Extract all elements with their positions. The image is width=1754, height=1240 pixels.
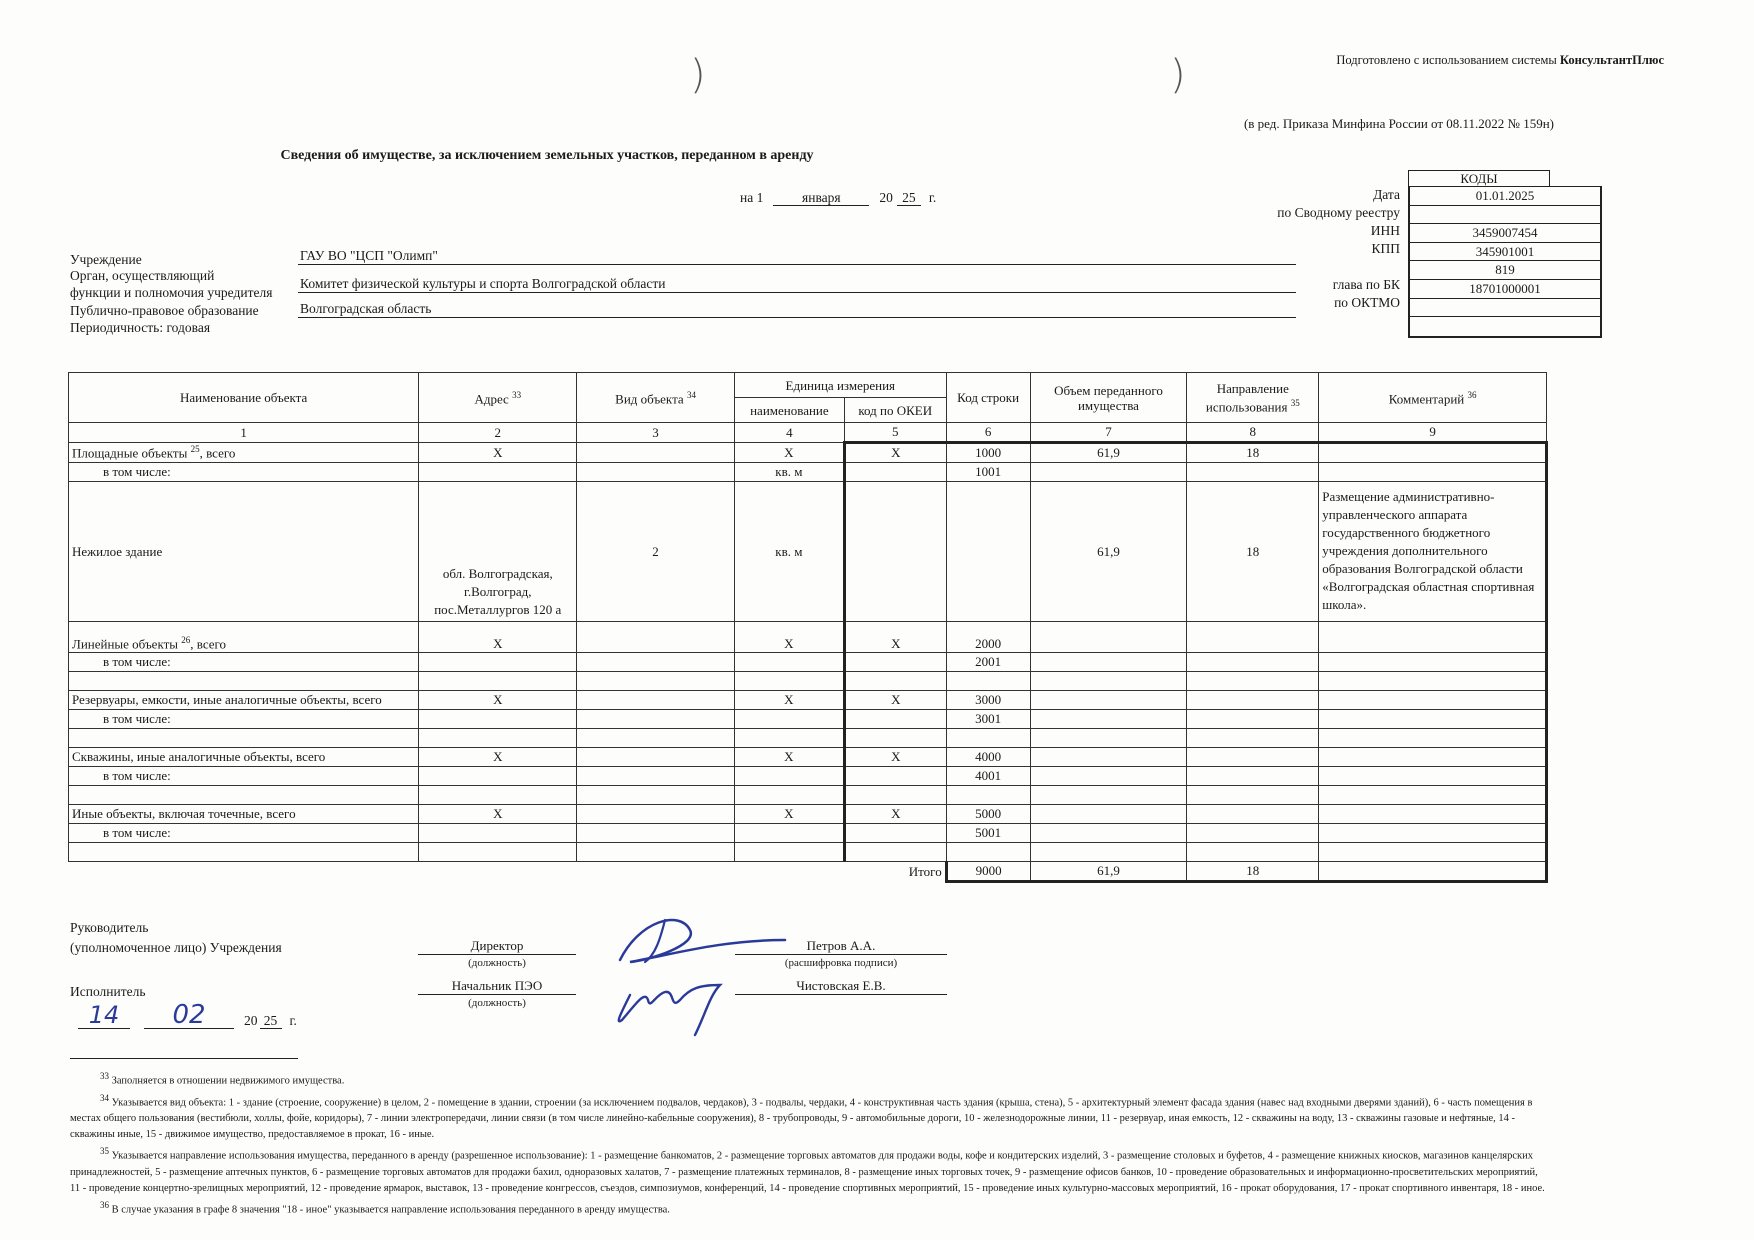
type-header-text: Вид объекта: [615, 391, 684, 407]
row-okei: [844, 463, 946, 482]
row-code: 2001: [946, 653, 1030, 672]
row-name: Иные объекты, включая точечные, всего: [69, 805, 419, 824]
header-row: [69, 373, 1547, 398]
row-type: [577, 805, 735, 824]
col-comment-header: [1319, 373, 1547, 423]
row-volume: [1030, 805, 1187, 824]
row-volume: [1030, 843, 1187, 862]
table-row: [69, 443, 1547, 463]
col-number: 6: [946, 423, 1030, 443]
row-volume: [1030, 710, 1187, 729]
public-entity-label: Публично-правовое образование: [70, 303, 259, 318]
total-comment: [1319, 862, 1547, 882]
row-unit: [734, 824, 844, 843]
footnote-36: [70, 1197, 1550, 1219]
row-type: [577, 748, 735, 767]
row-type: [577, 653, 735, 672]
row-address: Х: [419, 748, 577, 767]
row-direction: [1187, 748, 1319, 767]
scan-mark-icon: ): [1170, 52, 1186, 98]
page-title: Сведения об имуществе, за исключением земельных участков, переданном в аренду: [280, 148, 814, 163]
code-label-oktmo: по ОКТМО: [1334, 295, 1400, 310]
table-row: [69, 691, 1547, 710]
row-code: [946, 786, 1030, 805]
footnote-text: Указывается направление использования имущества, переданного в аренду (разрешенное использование): 1 - размещение банкоматов, 2 - размещение торговых автоматов для продажи воды, кофе и кондитерских изделий, 3 - размещение столовых и буфетов, 4 - размещение книжных киосков, магазинов канцелярских принадлежностей, 5 - размещение аптечных пунктов, 6 - размещение торговых автоматов для продажи бахил, одноразовых халатов, 7 - размещение платежных терминалов, 8 - размещение иных торговых точек, 9 - размещение офисов банков, 10 - проведение образовательных и информационно-просветительских мероприятий, 11 - проведение концертно-зрелищных мероприятий, 12 - проведение ярмарок, выставок, 13 - проведение конгрессов, съездов, симпозиумов, конференций, 14 - проведение спортивных мероприятий, 15 - проведение иных культурно-массовых мероприятий, 16 - прокат оборудования, 17 - прокат спортивного инвентаря, 18 - иное.: [70, 1150, 1545, 1194]
row-type: 2: [577, 482, 735, 622]
table-row: [69, 824, 1547, 843]
row-address: [419, 653, 577, 672]
prepared-prefix: Подготовлено с использованием системы: [1336, 53, 1560, 67]
row-volume: [1030, 729, 1187, 748]
row-code: 2000: [946, 622, 1030, 653]
head-name-caption: (расшифровка подписи): [784, 957, 898, 969]
col-number: 4: [734, 423, 844, 443]
row-type: [577, 843, 735, 862]
linear-name: Линейные объекты: [72, 636, 179, 651]
table-row: [69, 843, 1547, 862]
table-row: [69, 786, 1547, 805]
row-address: [419, 729, 577, 748]
row-type: [577, 710, 735, 729]
total-direction: 18: [1187, 862, 1319, 882]
code-inn: 3459007454: [1410, 224, 1600, 243]
col-direction-header: [1187, 373, 1319, 423]
footnote-35: [70, 1143, 1550, 1197]
prepared-note: [1336, 53, 1664, 68]
code-date: 01.01.2025: [1410, 187, 1600, 206]
col-number: 2: [419, 423, 577, 443]
row-direction: [1187, 786, 1319, 805]
row-code: 4000: [946, 748, 1030, 767]
column-numbers-row: [69, 423, 1547, 443]
row-type: [577, 672, 735, 691]
row-comment: [1319, 653, 1547, 672]
row-type: [577, 622, 735, 653]
row-direction: [1187, 463, 1319, 482]
row-comment: [1319, 710, 1547, 729]
row-code: 1000: [946, 443, 1030, 463]
row-direction: [1187, 843, 1319, 862]
prepared-brand: КонсультантПлюс: [1559, 53, 1664, 67]
row-unit: кв. м: [734, 482, 844, 622]
edition-note: (в ред. Приказа Минфина России от 08.11.2022 № 159н): [1243, 116, 1554, 131]
executor-year-prefix: 20: [244, 1013, 258, 1028]
code-bk: 18701000001: [1410, 280, 1600, 299]
founder-value: Комитет физической культуры и спорта Волгоградской области: [298, 276, 1296, 293]
row-name: [69, 786, 419, 805]
table-row: [69, 710, 1547, 729]
col-number: 1: [69, 423, 419, 443]
row-address: Х: [419, 691, 577, 710]
area-fn: 25: [190, 443, 200, 454]
row-code: 1001: [946, 463, 1030, 482]
row-name: в том числе:: [69, 767, 419, 786]
col-address-header: [419, 373, 577, 423]
row-okei: [844, 824, 946, 843]
executor-day: 14: [78, 1002, 130, 1029]
row-comment: [1319, 622, 1547, 653]
row-comment: [1319, 691, 1547, 710]
code-glava: 819: [1410, 261, 1600, 280]
code-oktmo: [1410, 299, 1600, 318]
col-unit-code-header: код по ОКЕИ: [844, 398, 946, 423]
row-direction: [1187, 710, 1319, 729]
property-table: [68, 372, 1548, 883]
row-direction: 18: [1187, 482, 1319, 622]
head-label-1: Руководитель: [70, 920, 149, 935]
head-name: Петров А.А.: [735, 938, 947, 955]
table-row: [69, 767, 1547, 786]
linear-fn: 26: [181, 634, 191, 645]
signature-icon: [610, 900, 790, 1040]
row-type: [577, 443, 735, 463]
col-name-header: Наименование объекта: [69, 373, 419, 423]
comment-fn: 36: [1467, 390, 1477, 401]
total-volume: 61,9: [1030, 862, 1187, 882]
area-suffix: , всего: [199, 445, 236, 461]
row-address: [419, 786, 577, 805]
row-unit: [734, 843, 844, 862]
type-fn: 34: [686, 390, 696, 401]
row-code: 3000: [946, 691, 1030, 710]
col-number: 3: [577, 423, 735, 443]
row-unit: Х: [734, 622, 844, 653]
row-name: в том числе:: [69, 463, 419, 482]
row-okei: [844, 672, 946, 691]
row-type: [577, 786, 735, 805]
row-unit: Х: [734, 443, 844, 463]
codes-box: [1408, 186, 1602, 338]
row-unit: [734, 786, 844, 805]
date-suffix: г.: [928, 190, 937, 205]
row-unit: [734, 729, 844, 748]
row-direction: 18: [1187, 443, 1319, 463]
linear-suffix: , всего: [190, 636, 227, 651]
row-okei: Х: [844, 443, 946, 463]
code-extra: [1410, 317, 1600, 335]
direction-fn: 35: [1290, 397, 1300, 408]
row-address: [419, 843, 577, 862]
code-label-bk: глава по БК: [1332, 277, 1400, 292]
row-code: 4001: [946, 767, 1030, 786]
row-volume: 61,9: [1030, 482, 1187, 622]
table-row: [69, 653, 1547, 672]
row-volume: [1030, 748, 1187, 767]
head-position-caption: (должность): [468, 957, 526, 969]
row-okei: Х: [844, 748, 946, 767]
footnote-33: [70, 1068, 1550, 1090]
table-row: [69, 748, 1547, 767]
executor-label: Исполнитель: [70, 984, 146, 999]
head-label-2: (уполномоченное лицо) Учреждения: [70, 940, 282, 955]
head-position: Директор: [418, 938, 576, 955]
col-unit-name-header: наименование: [734, 398, 844, 423]
founder-label-2: функции и полномочия учредителя: [70, 285, 273, 300]
row-okei: [844, 653, 946, 672]
code-label-kpp: КПП: [1371, 241, 1400, 256]
row-address: [419, 710, 577, 729]
direction-header-2: использования: [1205, 399, 1288, 415]
footnote-text: Указывается вид объекта: 1 - здание (строение, сооружение) в целом, 2 - помещение в здании, строении (за исключением подвалов, чердаков), 3 - подвалы, чердаки, 4 - конструктивная часть здания (крыша, стена), 5 - архитектурный элемент фасада здания (навес над входными дверями зданий), 6 - часть помещения в местах общего пользования (вестибюли, холлы, фойе, коридоры), 7 - линии электропередачи, линии связи (в том числе линейно-кабельные сооружения), 8 - трубопроводы, 9 - автомобильные дороги, 10 - железнодорожные линии, 11 - резервуар, иная емкость, 12 - скважины на воду, 13 - скважины газовые и нефтяные, 14 - скважины иные, 15 - движимое имущество, предоставляемое в прокат, 16 - иные.: [70, 1097, 1533, 1140]
row-unit: Х: [734, 805, 844, 824]
row-address: [419, 824, 577, 843]
row-unit: [734, 672, 844, 691]
executor-month: 02: [144, 1002, 234, 1029]
row-address: Х: [419, 622, 577, 653]
row-address: обл. Волгоградская, г.Волгоград, пос.Металлургов 120 а: [419, 482, 577, 622]
row-name: в том числе:: [69, 653, 419, 672]
col-number: 5: [844, 423, 946, 443]
row-direction: [1187, 729, 1319, 748]
row-okei: [844, 729, 946, 748]
row-name: [69, 729, 419, 748]
row-name: Нежилое здание: [69, 482, 419, 622]
col-number: 9: [1319, 423, 1547, 443]
row-address: Х: [419, 805, 577, 824]
institution-value: ГАУ ВО "ЦСП "Олимп": [298, 248, 1296, 265]
row-code: 5001: [946, 824, 1030, 843]
row-comment: [1319, 443, 1547, 463]
row-volume: [1030, 463, 1187, 482]
footnote-text: Заполняется в отношении недвижимого имущества.: [111, 1075, 345, 1087]
row-direction: [1187, 805, 1319, 824]
executor-year-unit: г.: [289, 1013, 297, 1028]
row-name: Резервуары, емкости, иные аналогичные объекты, всего: [69, 691, 419, 710]
date-prefix: на 1: [740, 190, 764, 205]
row-comment: Размещение административно-управленческого аппарата государственного бюджетного учреждения дополнительного образования Волгоградской области «Волгоградская областная спортивная школа».: [1319, 482, 1547, 622]
comment-header-text: Комментарий: [1388, 391, 1465, 407]
row-name: [69, 843, 419, 862]
row-okei: Х: [844, 805, 946, 824]
row-volume: [1030, 786, 1187, 805]
col-code-header: Код строки: [946, 373, 1030, 423]
executor-date: [78, 1002, 297, 1029]
col-unit-header: Единица измерения: [734, 373, 946, 398]
col-number: 7: [1030, 423, 1187, 443]
row-name: [69, 443, 419, 463]
row-unit: Х: [734, 691, 844, 710]
row-comment: [1319, 729, 1547, 748]
address-header-text: Адрес: [474, 391, 509, 407]
scan-mark-icon: ): [690, 52, 706, 98]
row-okei: [844, 482, 946, 622]
row-unit: Х: [734, 748, 844, 767]
row-comment: [1319, 767, 1547, 786]
row-comment: [1319, 824, 1547, 843]
row-code: [946, 482, 1030, 622]
footnote-divider: [70, 1058, 298, 1059]
table-row: [69, 805, 1547, 824]
row-okei: Х: [844, 691, 946, 710]
footnote-num: 36: [100, 1199, 109, 1210]
footnote-num: 34: [100, 1092, 109, 1103]
direction-header-1: Направление: [1216, 380, 1289, 396]
area-name: Площадные объекты: [72, 445, 188, 461]
row-direction: [1187, 672, 1319, 691]
row-direction: [1187, 767, 1319, 786]
date-year-prefix: 20: [879, 190, 893, 205]
row-name: Скважины, иные аналогичные объекты, всего: [69, 748, 419, 767]
table-row: [69, 482, 1547, 622]
total-row: [69, 862, 1547, 882]
row-unit: [734, 710, 844, 729]
row-volume: [1030, 653, 1187, 672]
row-type: [577, 824, 735, 843]
row-comment: [1319, 805, 1547, 824]
row-name: [69, 622, 419, 653]
row-comment: [1319, 843, 1547, 862]
row-comment: [1319, 786, 1547, 805]
footnote-34: [70, 1090, 1550, 1144]
executor-year: 25: [260, 1013, 282, 1029]
footnote-num: 33: [100, 1071, 109, 1081]
row-address: [419, 672, 577, 691]
total-label: Итого: [844, 862, 946, 882]
row-code: 5000: [946, 805, 1030, 824]
row-name: [69, 672, 419, 691]
row-direction: [1187, 824, 1319, 843]
date-year: 25: [897, 190, 921, 206]
row-type: [577, 463, 735, 482]
founder-label-1: Орган, осуществляющий: [70, 268, 215, 283]
footnotes: [70, 1068, 1550, 1218]
row-okei: Х: [844, 622, 946, 653]
row-volume: [1030, 672, 1187, 691]
row-type: [577, 729, 735, 748]
row-name: в том числе:: [69, 824, 419, 843]
table-row: [69, 729, 1547, 748]
row-type: [577, 767, 735, 786]
col-type-header: [577, 373, 735, 423]
col-volume-header: Объем переданного имущества: [1030, 373, 1187, 423]
row-comment: [1319, 463, 1547, 482]
footnote-num: 35: [100, 1146, 109, 1156]
executor-position: Начальник ПЭО: [418, 978, 576, 995]
row-comment: [1319, 672, 1547, 691]
row-okei: [844, 843, 946, 862]
row-direction: [1187, 622, 1319, 653]
address-fn: 33: [512, 390, 522, 401]
row-okei: [844, 710, 946, 729]
public-entity-value: Волгоградская область: [298, 301, 1296, 318]
row-unit: [734, 653, 844, 672]
col-number: 8: [1187, 423, 1319, 443]
row-name: в том числе:: [69, 710, 419, 729]
row-volume: [1030, 691, 1187, 710]
row-volume: [1030, 767, 1187, 786]
table-row: [69, 622, 1547, 653]
executor-position-caption: (должность): [468, 997, 526, 1009]
date-month: января: [773, 190, 869, 206]
row-volume: [1030, 622, 1187, 653]
row-address: [419, 767, 577, 786]
code-label-registry: по Сводному реестру: [1277, 205, 1400, 220]
row-code: [946, 843, 1030, 862]
row-code: 3001: [946, 710, 1030, 729]
total-code: 9000: [946, 862, 1030, 882]
code-kpp: 345901001: [1410, 243, 1600, 262]
row-direction: [1187, 653, 1319, 672]
row-type: [577, 691, 735, 710]
row-unit: кв. м: [734, 463, 844, 482]
footnote-text: В случае указания в графе 8 значения "18 - иное" указывается направление использования переданного в аренду имущества.: [111, 1204, 670, 1215]
row-volume: [1030, 824, 1187, 843]
row-address: Х: [419, 443, 577, 463]
row-okei: [844, 786, 946, 805]
table-row: [69, 672, 1547, 691]
code-label-inn: ИНН: [1370, 223, 1400, 238]
table-row: [69, 463, 1547, 482]
row-volume: 61,9: [1030, 443, 1187, 463]
row-address: [419, 463, 577, 482]
row-unit: [734, 767, 844, 786]
row-comment: [1319, 748, 1547, 767]
periodicity: Периодичность: годовая: [70, 320, 211, 335]
row-okei: [844, 767, 946, 786]
code-label-date: Дата: [1373, 187, 1400, 202]
institution-label: Учреждение: [70, 252, 142, 267]
code-registry: [1410, 206, 1600, 225]
executor-name: Чистовская Е.В.: [735, 978, 947, 995]
report-date: [740, 190, 936, 206]
codes-header: КОДЫ: [1408, 170, 1550, 187]
row-code: [946, 729, 1030, 748]
row-code: [946, 672, 1030, 691]
row-direction: [1187, 691, 1319, 710]
